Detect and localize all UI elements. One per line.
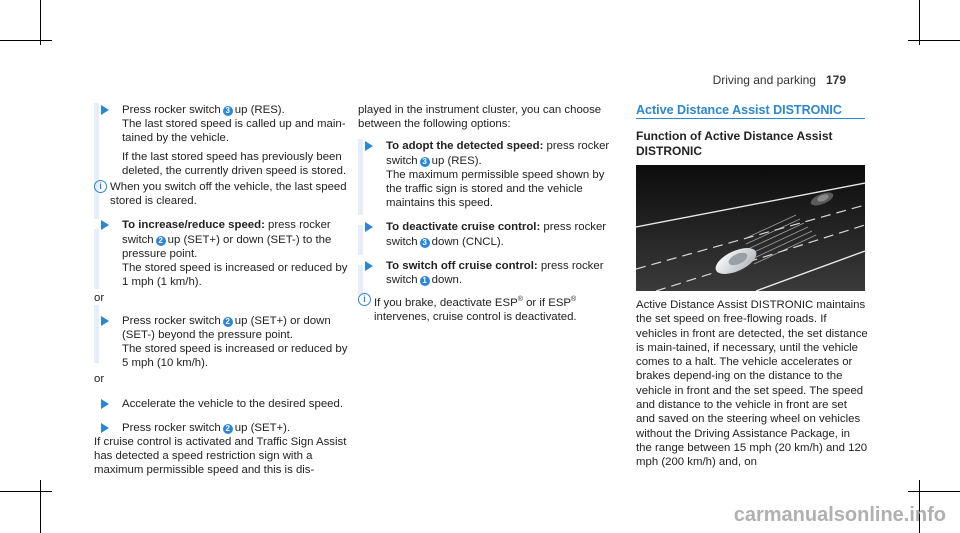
- paragraph: played in the instrument cluster, you can choose between the following options:: [358, 104, 602, 131]
- step-beyond-pressure: [94, 314, 354, 371]
- number-badge-icon: 3: [223, 106, 233, 116]
- distronic-illustration: [636, 165, 865, 291]
- or-text: or: [94, 373, 105, 386]
- option-heading: To switch off cruise control:: [386, 259, 538, 272]
- step-arrow-icon: [101, 399, 109, 409]
- registered-mark: ®: [517, 296, 523, 304]
- step-text: up (SET+) or down (SET-) to the pressure point.: [122, 233, 332, 260]
- step-text: Accelerate the vehicle to the desired speed.: [122, 397, 343, 410]
- step-body: The stored speed is increased or reduced by 5 mph (10 km/h).: [122, 343, 348, 370]
- crop-mark: [908, 40, 960, 41]
- step-text: press rocker switch: [386, 259, 604, 287]
- step-increase-reduce: [94, 218, 354, 289]
- info-note-esp: [358, 293, 616, 324]
- page-header: [713, 73, 846, 87]
- info-note: If you brake, deactivate ESP: [374, 297, 518, 310]
- step-paragraph: If the last stored speed has previously been deleted, the currently driven speed is stored.: [122, 150, 347, 177]
- step-arrow-icon: [365, 261, 373, 271]
- step-accelerate: [94, 397, 354, 411]
- step-set-plus: [94, 421, 354, 435]
- step-text: Press rocker switch: [122, 421, 221, 434]
- step-heading: To increase/reduce speed:: [122, 219, 265, 232]
- crop-mark: [0, 491, 52, 492]
- number-badge-icon: 3: [420, 157, 430, 167]
- page-number: 179: [825, 73, 846, 87]
- step-arrow-icon: [101, 105, 109, 115]
- number-badge-icon: 2: [223, 424, 233, 434]
- info-icon: i: [358, 293, 371, 306]
- crop-mark: [919, 0, 920, 45]
- info-note: intervenes, cruise control is deactivated.: [374, 311, 577, 324]
- info-note: When you switch off the vehicle, the last speed stored is cleared.: [110, 181, 347, 208]
- option-heading: To deactivate cruise control:: [386, 221, 541, 234]
- number-badge-icon: 3: [420, 238, 430, 248]
- or-text: or: [94, 292, 105, 305]
- option-deactivate: [358, 220, 616, 248]
- crop-mark: [40, 0, 41, 45]
- step-body: The stored speed is increased or reduced by 1 mph (1 km/h).: [122, 262, 348, 289]
- column-1: [94, 103, 354, 478]
- step-body: The maximum permissible speed shown by the traffic sign is stored and the vehicle maintains this speed.: [386, 168, 605, 210]
- column-2: [358, 103, 616, 324]
- option-heading: To adopt the detected speed:: [386, 140, 544, 153]
- step-text: down.: [431, 274, 463, 287]
- step-text: Press rocker switch: [122, 314, 221, 327]
- option-switch-off: [358, 259, 616, 287]
- step-text: up (RES).: [234, 104, 285, 116]
- watermark: carmanualsonline.info: [733, 504, 946, 526]
- option-adopt-speed: [358, 139, 616, 210]
- step-arrow-icon: [101, 220, 109, 230]
- info-note: or if ESP: [526, 297, 572, 310]
- step-text: up (RES).: [431, 154, 482, 167]
- paragraph: If cruise control is activated and Traffic Sign Assist has detected a speed restriction sign with a maximum permissible speed and this is dis-: [94, 436, 347, 477]
- header-section: Driving and parking: [712, 73, 816, 87]
- section-rule: [636, 118, 865, 119]
- step-text: up (SET+) or down (SET-) beyond the pressure point.: [122, 314, 331, 341]
- step-arrow-icon: [101, 316, 109, 326]
- number-badge-icon: 1: [420, 276, 430, 286]
- registered-mark: ®: [571, 296, 577, 304]
- crop-mark: [908, 491, 960, 492]
- step-text: press rocker switch: [386, 140, 610, 167]
- crop-mark: [40, 480, 41, 533]
- crop-mark: [0, 40, 52, 41]
- step-text: press rocker switch: [122, 219, 331, 246]
- step-text: down (CNCL).: [431, 235, 504, 248]
- step-res: [94, 103, 354, 208]
- number-badge-icon: 2: [223, 317, 233, 327]
- step-text: Press rocker switch: [122, 104, 221, 116]
- road-background: [636, 165, 865, 291]
- info-icon: i: [94, 180, 107, 193]
- step-arrow-icon: [101, 423, 109, 433]
- subheading: Function of Active Distance Assist DISTRONIC: [636, 129, 833, 158]
- step-text: up (SET+).: [234, 421, 291, 434]
- section-body: Active Distance Assist DISTRONIC maintains the set speed on free-flowing roads. If vehicles in front are detected, the set distance is main-tained, if necessary, until the vehicle comes to a halt. The vehicle accelerates or brakes depend-ing on the distance to the vehicle in front and the set speed. The speed and distance to the vehicle in front are set and saved on the steering wheel on vehicles without the Driving Assistance Package, in the range between 15 mph (20 km/h) and 120 mph (200 km/h) and, on: [636, 299, 868, 469]
- step-body: The last stored speed is called up and main-tained by the vehicle.: [122, 118, 346, 145]
- step-text: press rocker switch: [386, 221, 607, 248]
- step-arrow-icon: [365, 222, 373, 232]
- number-badge-icon: 2: [156, 236, 166, 246]
- section-title: Active Distance Assist DISTRONIC: [636, 103, 842, 117]
- step-arrow-icon: [365, 141, 373, 151]
